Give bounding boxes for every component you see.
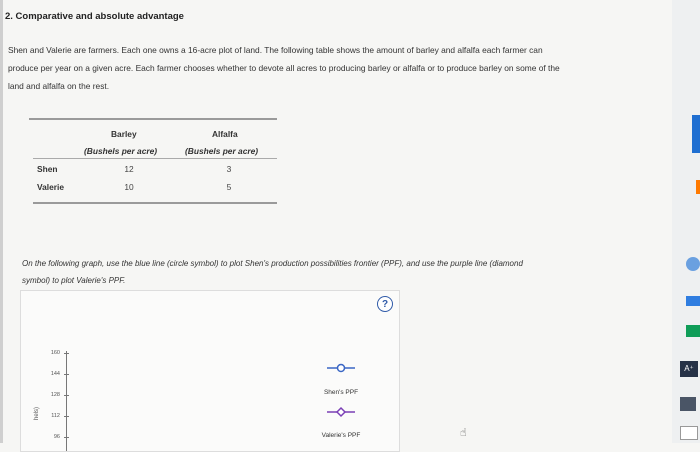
right-sidebar [672, 0, 700, 443]
y-tick [64, 437, 69, 438]
y-axis-label: hels) [34, 406, 40, 420]
y-tick-label: 144 [50, 371, 60, 377]
valerie-ppf-legend-label: Valerie's PPF [321, 432, 361, 439]
valerie-barley: 10 [124, 182, 134, 192]
y-tick-label: 112 [51, 413, 60, 419]
instruction-line: On the following graph, use the blue line (circle symbol) to plot Shen's production possibilities frontier (PPF), and use the purple line (diamond [22, 259, 523, 268]
orange-tab-icon[interactable] [696, 180, 700, 194]
shen-barley: 12 [124, 164, 134, 174]
y-tick [64, 353, 69, 354]
menu-icon[interactable] [680, 397, 696, 411]
graph-instructions [22, 255, 632, 289]
window-icon[interactable] [680, 426, 698, 440]
y-tick-label: 96 [53, 434, 60, 440]
valerie-ppf-legend-symbol[interactable] [325, 406, 357, 418]
shen-ppf-legend-label: Shen's PPF [323, 389, 359, 396]
y-tick [64, 395, 69, 396]
cloud-icon[interactable] [686, 296, 700, 306]
row-label-shen: Shen [37, 164, 58, 174]
alfalfa-unit: (Bushels per acre) [185, 146, 259, 156]
y-axis [66, 351, 67, 451]
question-title: 2. Comparative and absolute advantage [5, 11, 184, 22]
paragraph-line: produce per year on a given acre. Each farmer chooses whether to devote all acres to producing barley or alfalfa or to produce barley on some of the [8, 63, 560, 73]
instruction-line: symbol) to plot Valerie's PPF. [22, 276, 126, 285]
hand-cursor-icon: ☝ [460, 427, 467, 439]
help-icon[interactable]: ? [377, 296, 393, 312]
row-label-valerie: Valerie [37, 182, 65, 192]
table-top-rule [29, 118, 277, 120]
shen-ppf-legend-symbol[interactable] [325, 362, 357, 374]
question-paragraph [8, 41, 658, 95]
alfalfa-header: Alfalfa [212, 129, 238, 139]
valerie-alfalfa: 5 [226, 182, 232, 192]
paragraph-line: land and alfalfa on the rest. [8, 81, 110, 91]
shen-alfalfa: 3 [226, 164, 232, 174]
barley-unit: (Bushels per acre) [84, 146, 158, 156]
y-tick-label: 160 [50, 350, 60, 356]
y-tick [64, 374, 69, 375]
app-icon[interactable] [686, 257, 700, 271]
table-bottom-rule [33, 202, 277, 204]
y-tick [64, 416, 69, 417]
paragraph-line: Shen and Valerie are farmers. Each one owns a 16-acre plot of land. The following table shows the amount of barley and alfalfa each farmer can [8, 45, 543, 55]
barley-header: Barley [111, 129, 137, 139]
drive-icon[interactable] [686, 325, 700, 337]
table-header-rule [33, 158, 277, 159]
blue-tab-icon[interactable] [692, 115, 700, 153]
y-tick-label: 128 [50, 392, 60, 398]
a-plus-icon[interactable]: A⁺ [680, 361, 698, 377]
left-border [0, 0, 3, 443]
